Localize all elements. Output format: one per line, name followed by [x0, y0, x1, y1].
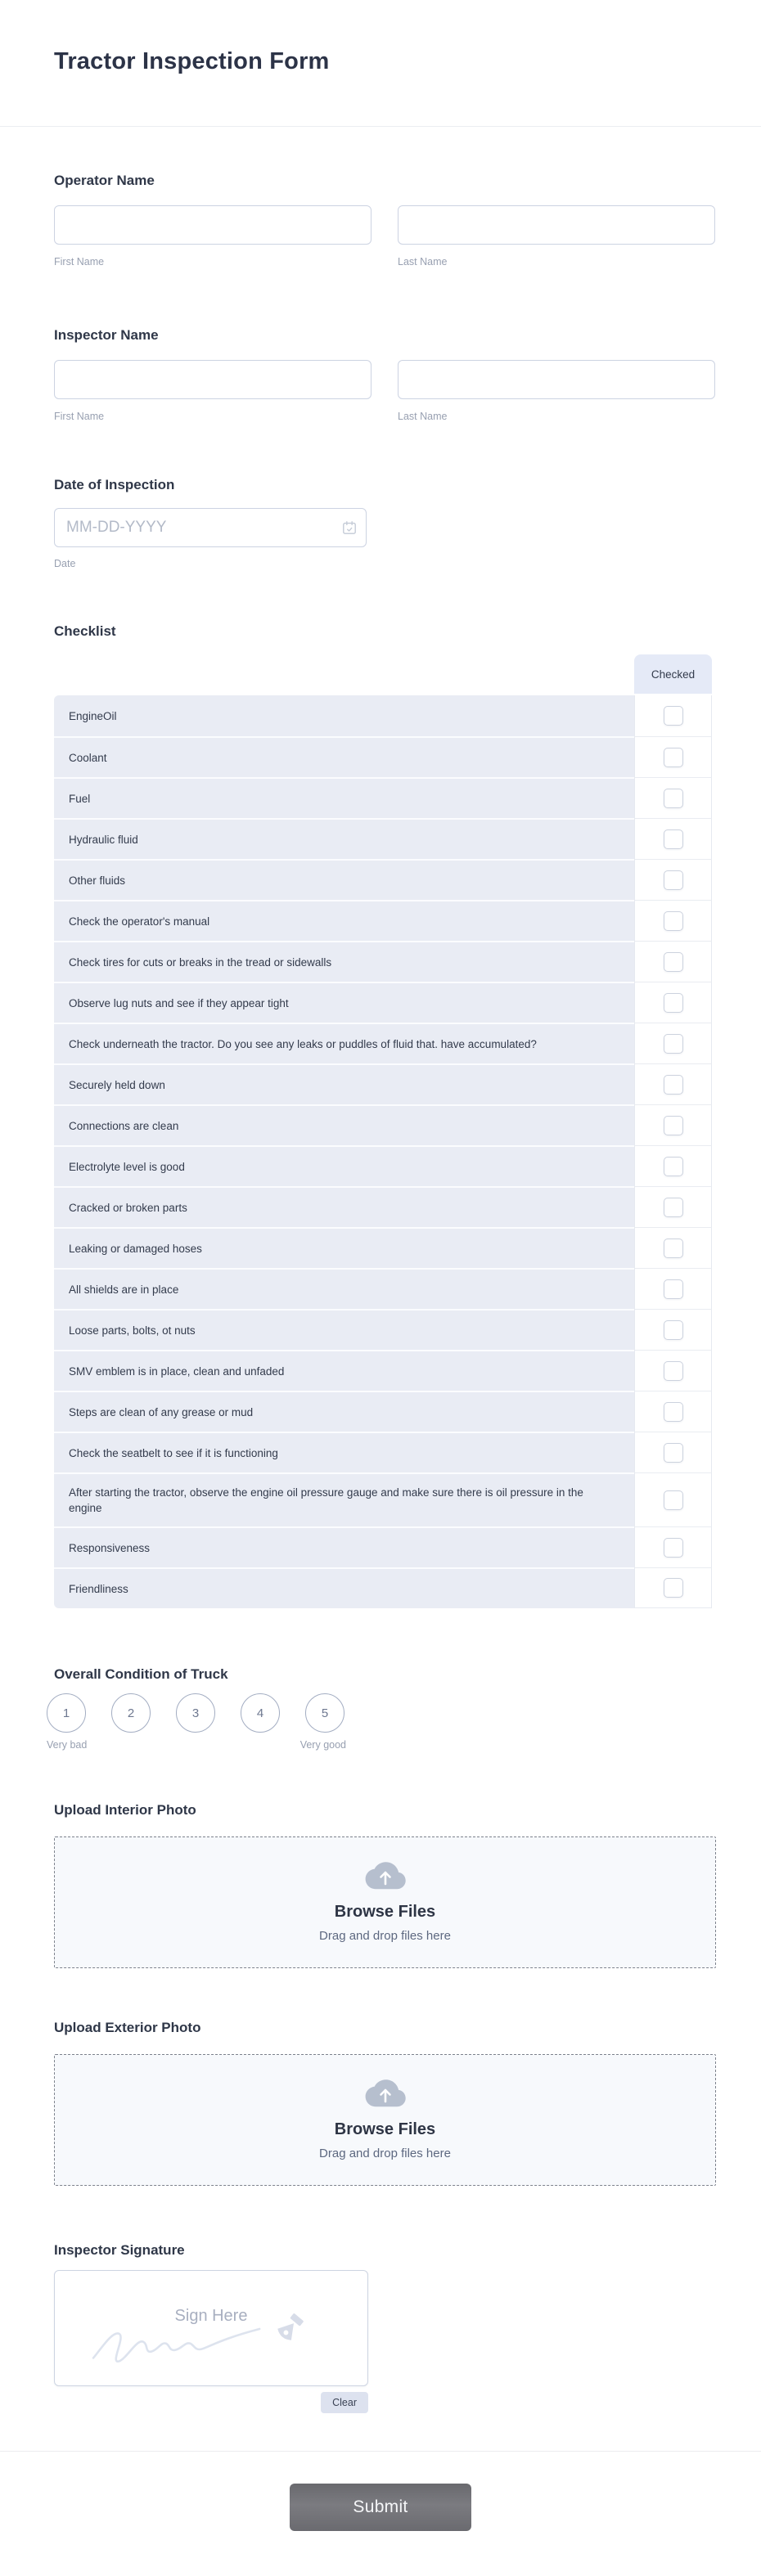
- upload-exterior-heading: Upload Exterior Photo: [54, 2020, 201, 2035]
- checklist-row: [54, 1432, 712, 1472]
- checklist-row: [54, 1063, 712, 1104]
- checkbox[interactable]: [664, 952, 683, 972]
- page-title: Tractor Inspection Form: [54, 48, 330, 74]
- checklist-table: [54, 654, 712, 1608]
- checklist-item-label: Cracked or broken parts: [69, 1201, 187, 1214]
- checklist-item-label: Hydraulic fluid: [69, 833, 138, 846]
- drag-drop-hint: Drag and drop files here: [319, 1929, 451, 1943]
- operator-first-name-sublabel: First Name: [54, 256, 105, 267]
- operator-last-name-sublabel: Last Name: [398, 256, 448, 267]
- checklist-item-label: Check the operator's manual: [69, 915, 210, 928]
- checkbox[interactable]: [664, 829, 683, 849]
- checkbox[interactable]: [664, 1198, 683, 1217]
- checkbox[interactable]: [664, 1034, 683, 1054]
- calendar-icon[interactable]: [342, 520, 357, 535]
- checklist-row: [54, 1023, 712, 1063]
- checklist-row: [54, 1309, 712, 1350]
- inspector-first-name-input[interactable]: [54, 360, 371, 399]
- checkbox[interactable]: [664, 1239, 683, 1258]
- checklist-row: [54, 941, 712, 982]
- sign-here-placeholder: Sign Here: [174, 2307, 248, 2325]
- interior-photo-dropzone[interactable]: [54, 1836, 716, 1968]
- signature-squiggle: [55, 2271, 367, 2385]
- checkbox[interactable]: [664, 1402, 683, 1422]
- checked-column-header: Checked: [634, 654, 712, 694]
- rating-circle-1[interactable]: 1: [47, 1693, 86, 1733]
- inspector-last-name-sublabel: Last Name: [398, 411, 448, 422]
- checklist-item-label: Leaking or damaged hoses: [69, 1242, 202, 1255]
- checklist-item-label: Observe lug nuts and see if they appear tight: [69, 996, 289, 1009]
- checkbox[interactable]: [664, 1361, 683, 1381]
- operator-name-heading: Operator Name: [54, 173, 155, 188]
- operator-last-name-input[interactable]: [398, 205, 715, 245]
- rating-circle-5[interactable]: 5: [305, 1693, 344, 1733]
- checklist-row: [54, 1104, 712, 1145]
- checklist-item-label: Other fluids: [69, 874, 126, 887]
- cloud-upload-icon: [364, 1859, 407, 1891]
- checkbox[interactable]: [664, 1538, 683, 1558]
- checklist-row: [54, 1268, 712, 1309]
- checklist-row: [54, 818, 712, 859]
- checkbox[interactable]: [664, 1157, 683, 1176]
- checkbox[interactable]: [664, 1490, 683, 1510]
- checklist-row: [54, 1145, 712, 1186]
- date-input[interactable]: [54, 508, 367, 547]
- rating-circle-2[interactable]: 2: [111, 1693, 151, 1733]
- inspector-first-name-sublabel: First Name: [54, 411, 105, 422]
- checklist-item-label: After starting the tractor, observe the engine oil pressure gauge and make sure there is oil pressure in the engine: [69, 1486, 583, 1514]
- inspector-name-inputs: [54, 360, 716, 399]
- checklist-item-label: Fuel: [69, 792, 91, 805]
- checklist-rows: [54, 695, 712, 1608]
- checkbox[interactable]: [664, 1116, 683, 1135]
- checklist-item-label: Check tires for cuts or breaks in the tread or sidewalls: [69, 955, 332, 969]
- browse-files-button[interactable]: Browse Files: [334, 1903, 436, 1921]
- checklist-row: [54, 736, 712, 777]
- checklist-row: [54, 1350, 712, 1391]
- checkbox[interactable]: [664, 1075, 683, 1095]
- checkbox[interactable]: [664, 1578, 683, 1598]
- rating-min-label: Very bad: [47, 1739, 88, 1751]
- checklist-row: [54, 1567, 712, 1608]
- checklist-row: [54, 982, 712, 1023]
- submit-button[interactable]: Submit: [290, 2484, 471, 2531]
- checklist-item-label: Friendliness: [69, 1582, 128, 1595]
- drag-drop-hint: Drag and drop files here: [319, 2147, 451, 2160]
- inspector-last-name-input[interactable]: [398, 360, 715, 399]
- checklist-item-label: Loose parts, bolts, ot nuts: [69, 1324, 196, 1337]
- date-of-inspection-heading: Date of Inspection: [54, 477, 175, 492]
- checkbox[interactable]: [664, 993, 683, 1013]
- date-sublabel: Date: [54, 558, 76, 569]
- checklist-row: [54, 695, 712, 736]
- pen-nib-icon: [276, 2312, 306, 2343]
- inspector-name-heading: Inspector Name: [54, 327, 159, 343]
- checklist-item-label: Securely held down: [69, 1078, 165, 1091]
- title-divider: [0, 126, 761, 127]
- rating-max-label: Very good: [299, 1739, 346, 1751]
- cloud-upload-icon: [364, 2076, 407, 2109]
- checklist-item-label: Steps are clean of any grease or mud: [69, 1405, 254, 1418]
- checkbox[interactable]: [664, 1320, 683, 1340]
- checklist-row: [54, 777, 712, 818]
- checkbox[interactable]: [664, 1443, 683, 1463]
- rating-scale: [47, 1693, 716, 1733]
- checkbox[interactable]: [664, 748, 683, 767]
- checklist-row: [54, 1391, 712, 1432]
- overall-condition-heading: Overall Condition of Truck: [54, 1666, 228, 1682]
- upload-interior-heading: Upload Interior Photo: [54, 1802, 196, 1818]
- checklist-row: [54, 859, 712, 900]
- checklist-heading: Checklist: [54, 623, 116, 639]
- clear-signature-button[interactable]: Clear: [321, 2392, 368, 2413]
- inspector-signature-heading: Inspector Signature: [54, 2242, 185, 2258]
- checklist-item-label: Responsiveness: [69, 1541, 151, 1554]
- signature-pad[interactable]: [54, 2270, 368, 2386]
- operator-first-name-input[interactable]: [54, 205, 371, 245]
- operator-name-inputs: [54, 205, 716, 245]
- checklist-row: [54, 1227, 712, 1268]
- checkbox[interactable]: [664, 789, 683, 808]
- checklist-item-label: Electrolyte level is good: [69, 1160, 185, 1173]
- browse-files-button[interactable]: Browse Files: [334, 2120, 436, 2138]
- checklist-item-label: SMV emblem is in place, clean and unfaded: [69, 1364, 285, 1378]
- checklist-item-label: Coolant: [69, 751, 107, 764]
- checklist-item-label: EngineOil: [69, 709, 117, 722]
- checkbox[interactable]: [664, 706, 683, 726]
- checklist-row: [54, 1472, 712, 1526]
- rating-circle-3[interactable]: 3: [176, 1693, 215, 1733]
- rating-circle-4[interactable]: 4: [241, 1693, 280, 1733]
- checkbox[interactable]: [664, 870, 683, 890]
- checklist-row: [54, 1186, 712, 1227]
- checkbox[interactable]: [664, 911, 683, 931]
- checklist-item-label: Check underneath the tractor. Do you see any leaks or puddles of fluid that. have accumulated?: [69, 1037, 537, 1050]
- checklist-row: [54, 900, 712, 941]
- checklist-row: [54, 1526, 712, 1567]
- checklist-item-label: Connections are clean: [69, 1119, 179, 1132]
- checklist-item-label: All shields are in place: [69, 1283, 179, 1296]
- exterior-photo-dropzone[interactable]: [54, 2054, 716, 2186]
- checklist-item-label: Check the seatbelt to see if it is functioning: [69, 1446, 278, 1459]
- footer-divider: [0, 2451, 761, 2452]
- checkbox[interactable]: [664, 1279, 683, 1299]
